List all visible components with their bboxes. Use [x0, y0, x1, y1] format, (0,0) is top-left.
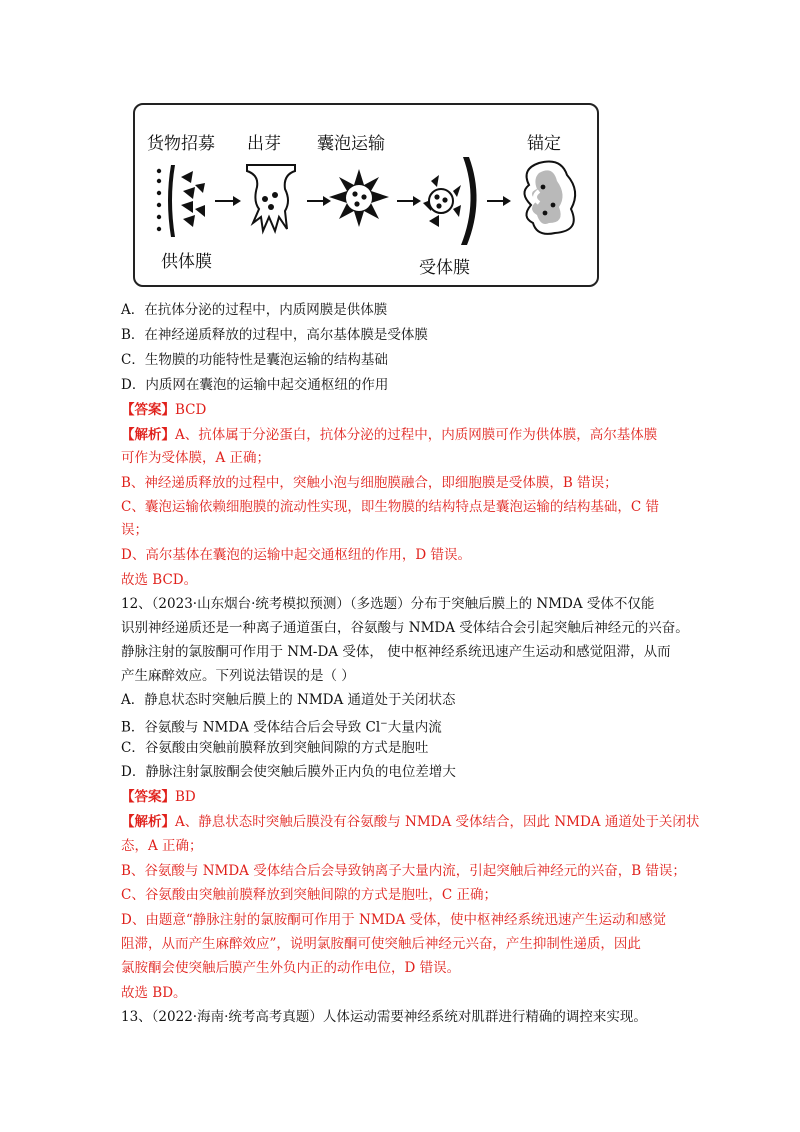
docking-vesicle-shape [423, 157, 477, 245]
label-budding: 出芽 [247, 134, 281, 154]
q12-analysis-d-line1: D、由题意“静脉注射的氯胺酮可作用于 NMDA 受体，使中枢神经系统迅速产生运动和感觉 [121, 912, 667, 928]
q12-conclusion: 故选 BD。 [121, 985, 187, 1001]
q11-analysis-b: B、神经递质释放的过程中，突触小泡与细胞膜融合，即细胞膜是受体膜，B 错误； [121, 475, 618, 491]
label-vesicle-transport: 囊泡运输 [317, 134, 385, 154]
label-cargo-recruit: 货物招募 [147, 134, 215, 154]
q11-analysis-c-line1: C、囊泡运输依赖细胞膜的流动性实现，即生物膜的结构特点是囊泡运输的结构基础，C 错 [121, 499, 659, 515]
q11-answer-tag: 【答案】 [121, 402, 175, 418]
q11-conclusion: 故选 BCD。 [121, 572, 198, 588]
q12-stem-line3: 静脉注射的氯胺酮可作用于 NM-DA 受体， 使中枢神经系统迅速产生运动和感觉阻滞，从而 [121, 644, 671, 660]
q12-analysis-d-line2: 阻滞，从而产生麻醉效应”，说明氯胺酮可使突触后神经元兴奋，产生抑制性递质，因此 [121, 936, 641, 952]
q11-analysis-a-line1 [121, 425, 657, 445]
q12-analysis-c: C、谷氨酸由突触前膜释放到突触间隙的方式是胞吐，C 正确； [121, 887, 497, 903]
q12-analysis-a-1: A、静息状态时突触后膜没有谷氨酸与 NMDA 受体结合，因此 NMDA 通道处于关闭状 [175, 814, 700, 830]
q11-analysis-a-line2: 可作为受体膜，A 正确； [121, 450, 271, 466]
q11-analysis-c-line2: 误； [121, 522, 148, 538]
q12-stem-line4: 产生麻醉效应。下列说法错误的是（ ） [121, 668, 355, 684]
q12-option-a: A．静息状态时突触后膜上的 NMDA 通道处于关闭状态 [121, 692, 456, 708]
q12-answer: BD [175, 789, 196, 805]
q11-analysis-a-1: A、抗体属于分泌蛋白，抗体分泌的过程中，内质网膜可作为供体膜，高尔基体膜 [175, 427, 658, 443]
q12-answer-line [121, 787, 196, 807]
q12-option-b-pre: B．谷氨酸与 NMDA 受体结合后会导致 Cl [121, 719, 381, 736]
q12-option-c: C．谷氨酸由突触前膜释放到突触间隙的方式是胞吐 [121, 740, 429, 756]
q11-option-d: D．内质网在囊泡的运输中起交通枢纽的作用 [121, 377, 389, 393]
vesicle-shape [329, 169, 389, 227]
donor-membrane-shape [157, 165, 205, 237]
vesicle-transport-diagram [133, 103, 599, 287]
q12-analysis-tag: 【解析】 [121, 814, 175, 830]
q11-analysis-tag: 【解析】 [121, 427, 175, 443]
q11-option-c: C．生物膜的功能特性是囊泡运输的结构基础 [121, 352, 388, 368]
q11-answer: BCD [175, 402, 207, 418]
q12-stem-line2: 识别神经递质还是一种离子通道蛋白，谷氨酸与 NMDA 受体结合会引起突触后神经元的兴奋。 [121, 620, 689, 636]
budding-shape [247, 165, 295, 231]
q12-stem-line1: 12、（2023·山东烟台·统考模拟预测）（多选题）分布于突触后膜上的 NMDA 受体不仅能 [121, 596, 655, 612]
label-acceptor-membrane: 受体膜 [419, 258, 470, 278]
q12-analysis-d-line3: 氯胺酮会使突触后膜产生外负内正的动作电位，D 错误。 [121, 960, 461, 976]
q11-analysis-d: D、高尔基体在囊泡的运输中起交通枢纽的作用，D 错误。 [121, 547, 471, 563]
q12-option-b-sup: − [380, 719, 388, 729]
q11-option-a: A．在抗体分泌的过程中，内质网膜是供体膜 [121, 302, 388, 318]
q12-analysis-a-line2: 态，A 正确； [121, 838, 203, 854]
label-anchoring: 锚定 [527, 134, 561, 154]
q12-option-b [121, 714, 442, 738]
label-donor-membrane: 供体膜 [161, 252, 212, 272]
anchored-shape [524, 162, 575, 234]
q13-stem-line1: 13、（2022·海南·统考高考真题）人体运动需要神经系统对肌群进行精确的调控来实现。 [121, 1009, 647, 1025]
q12-analysis-b: B、谷氨酸与 NMDA 受体结合后会导致钠离子大量内流，引起突触后神经元的兴奋，B 错误； [121, 863, 686, 879]
q12-answer-tag: 【答案】 [121, 789, 175, 805]
q12-option-b-post: 大量内流 [387, 719, 442, 736]
q11-answer-line [121, 400, 206, 420]
q11-option-b: B．在神经递质释放的过程中，高尔基体膜是受体膜 [121, 327, 428, 343]
q12-analysis-a-line1 [121, 812, 699, 832]
q12-option-d: D．静脉注射氯胺酮会使突触后膜外正内负的电位差增大 [121, 764, 456, 780]
